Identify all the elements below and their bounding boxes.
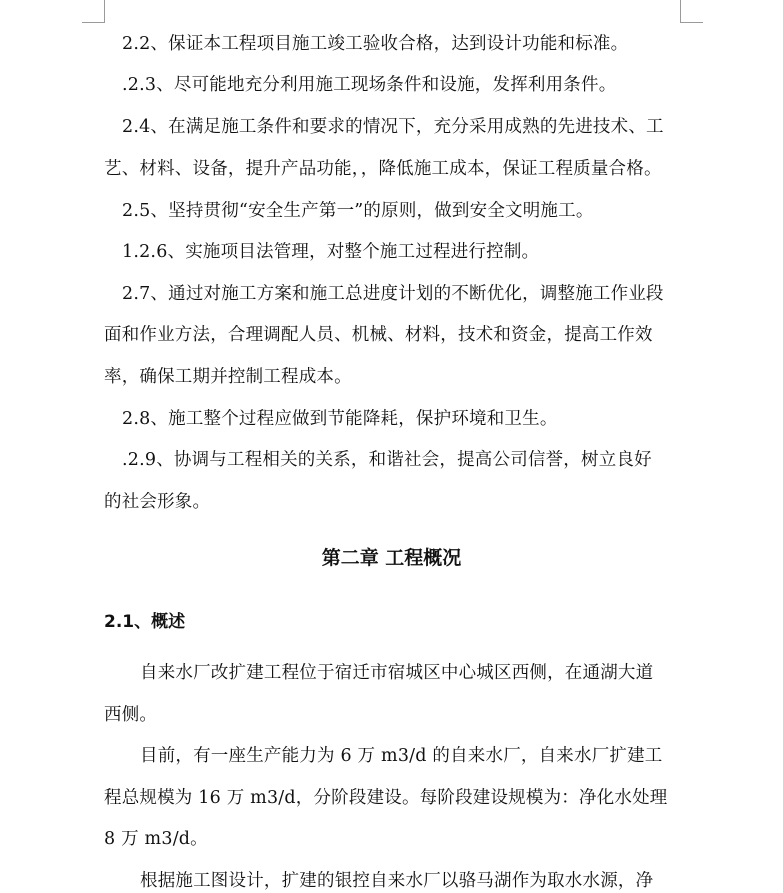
list-item: 1.2.6、实施项目法管理，对整个施工过程进行控制。 xyxy=(122,242,540,262)
list-item: 2.5、坚持贯彻“安全生产第一”的原则，做到安全文明施工。 xyxy=(122,201,594,221)
page-corner-mark-left xyxy=(82,0,105,23)
list-item-continuation: 率，确保工期并控制工程成本。 xyxy=(104,367,352,387)
section-heading: 2.1、概述 xyxy=(104,612,186,632)
list-item-continuation: 面和作业方法，合理调配人员、机械、材料，技术和资金，提高工作效 xyxy=(104,325,653,345)
list-item: 2.2、保证本工程项目施工竣工验收合格，达到设计功能和标准。 xyxy=(122,34,629,54)
list-item: 2.8、施工整个过程应做到节能降耗，保护环境和卫生。 xyxy=(122,409,558,429)
paragraph-line: 根据施工图设计，扩建的银控自来水厂以骆马湖作为取水水源，净 xyxy=(140,871,654,891)
paragraph-line: 8 万 m3/d。 xyxy=(104,829,208,849)
paragraph-line: 西侧。 xyxy=(104,705,158,725)
list-item: 2.4、在满足施工条件和要求的情况下，充分采用成熟的先进技术、工 xyxy=(122,117,664,137)
list-item: .2.3、尽可能地充分利用施工现场条件和设施，发挥利用条件。 xyxy=(122,75,617,95)
paragraph-line: 目前，有一座生产能力为 6 万 m3/d 的自来水厂，自来水厂扩建工 xyxy=(140,746,663,766)
list-item-continuation: 的社会形象。 xyxy=(104,492,211,512)
list-item: 2.7、通过对施工方案和施工总进度计划的不断优化，调整施工作业段 xyxy=(122,284,664,304)
list-item-continuation: 艺、材料、设备，提升产品功能，，降低施工成本，保证工程质量合格。 xyxy=(104,159,662,179)
paragraph-line: 程总规模为 16 万 m3/d，分阶段建设。每阶段建设规模为：净化水处理 xyxy=(104,788,668,808)
chapter-title: 第二章 工程概况 xyxy=(321,547,462,569)
paragraph-line: 自来水厂改扩建工程位于宿迁市宿城区中心城区西侧，在通湖大道 xyxy=(140,663,654,683)
list-item: .2.9、协调与工程相关的关系，和谐社会，提高公司信誉，树立良好 xyxy=(122,450,652,470)
page-corner-mark-right xyxy=(680,0,703,23)
